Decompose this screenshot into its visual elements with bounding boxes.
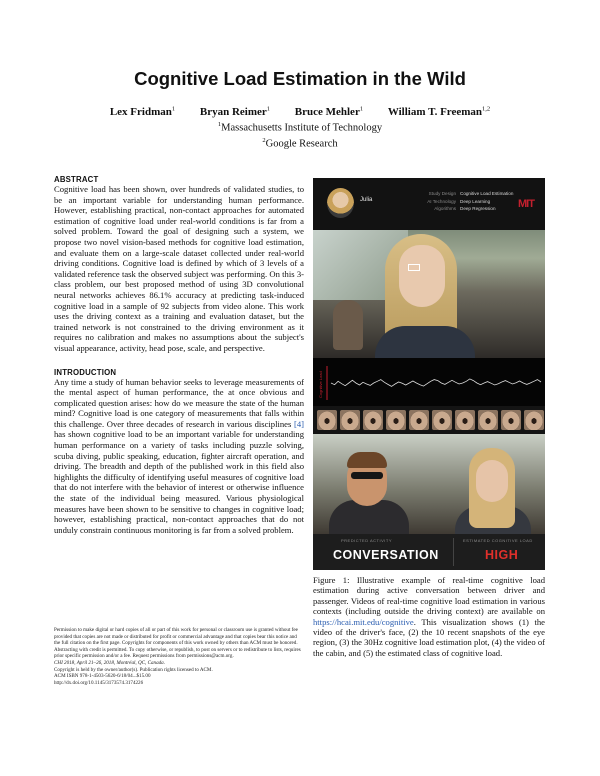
driver-head	[476, 460, 508, 502]
author: Lex Fridman$^1$	[109, 105, 176, 118]
copyright-block	[54, 627, 304, 686]
driver-name: Julia	[360, 197, 373, 203]
author: Bryan Reimer$^1$	[199, 105, 271, 118]
video-link[interactable]: https://hcai.mit.edu/cognitive	[313, 616, 414, 627]
introduction-heading: INTRODUCTION	[54, 367, 117, 377]
prediction-labels	[313, 534, 545, 570]
eye-region-box	[408, 264, 420, 271]
cognitive-load-plot	[313, 358, 545, 406]
figure-1	[313, 178, 545, 570]
eye-snapshot	[524, 410, 544, 430]
load-value: HIGH	[485, 548, 519, 562]
driver-face-video	[313, 230, 545, 358]
driver-face	[399, 245, 445, 307]
abstract-heading: ABSTRACT	[54, 175, 99, 184]
load-series-line	[331, 379, 541, 387]
figure-caption: Figure 1: Illustrative example of real-time cognitive load estimation during active conversation between driver and passenger. Videos of real-time cognitive load estimation in various contexts (including outside the driving context) are available on https://hcai.mit.edu/cognitive. This visualization shows (1) the video of the driver's face, (2) the 10 recent snapshots of the eye region, (3) the 30Hz cognitive load estimation plot, (4) the video of the cabin, and (5) the estimated class of cognitive load.	[313, 575, 545, 658]
plot-axis-label: Cognitive Load	[318, 371, 323, 398]
eye-snapshot	[409, 410, 429, 430]
citation-link[interactable]: [4]	[293, 418, 304, 429]
eye-snapshot-strip	[313, 406, 545, 434]
affiliation: $^2$Google Research	[262, 137, 338, 150]
rights-notice: Copyright is held by the owner/author(s). Publication rights licensed to ACM.	[54, 666, 213, 673]
doi: http://dx.doi.org/10.1145/3173574.3174226	[54, 679, 144, 686]
header-values: Cognitive Load Estimation Deep Learning Deep Regression	[460, 191, 514, 211]
isbn: ACM ISBN 978-1-4503-5620-6/18/04...$15.00	[54, 673, 151, 680]
eye-snapshot	[363, 410, 383, 430]
author: William T. Freeman$^{1,2}$	[387, 105, 491, 118]
figure-header	[313, 178, 545, 230]
introduction-text: Any time a study of human behavior seeks to leverage measurements of the mental aspect of human performance, the at once obvious and complicated question arises: how do we measure the state of the human mind? Cognitive load is one category of measurements that falls within this challenge. Over three decades of research in various disciplines [4] has shown cognitive load to be an important variable for understanding human performance on a variety of tasks including puzzle solving, scuba diving, public speaking, education, fighter aircraft operation, and driving. The breadth and depth of the published work in this field also highlights the difficulty of identifying useful measures of cognitive load that do not interfere with the behavior of interest or otherwise influence the state of the individual being measured. Various physiological measures have been shown to be sensitive to changes in cognitive load; however, establishing practical, non-contact approaches that do not unduly constrain continuous monitoring is far from a solved problem.	[54, 376, 304, 535]
venue: CHI 2018, April 21–26, 2018, Montréal, QC, Canada.	[54, 659, 165, 666]
eye-snapshot	[501, 410, 521, 430]
activity-label: PREDICTED ACTIVITY	[341, 538, 393, 543]
activity-value: CONVERSATION	[333, 548, 439, 562]
eye-snapshot	[478, 410, 498, 430]
affiliation: $^1$Massachusetts Institute of Technology	[217, 121, 383, 134]
left-column	[54, 175, 304, 535]
permission-notice: Permission to make digital or hard copies of all or part of this work for personal or classroom use is granted without fee provided that copies are not made or distributed for profit or commercial advantage and that copies bear this notice and the full citation on the first page. Copyrights for components of this work owned by others than ACM must be honored. Abstracting with credit is permitted. To copy otherwise, or republish, to post on servers or to redistribute to lists, requires prior specific permission and/or a fee. Request permissions from permissions@acm.org.	[54, 627, 301, 660]
header-labels: Study Design AI Technology Algorithms	[427, 191, 456, 211]
eye-snapshot	[386, 410, 406, 430]
eye-snapshot	[340, 410, 360, 430]
author-list	[0, 105, 600, 118]
eye-snapshot	[432, 410, 452, 430]
load-label: ESTIMATED COGNITIVE LOAD	[463, 538, 533, 543]
eye-snapshot	[317, 410, 337, 430]
mit-logo: MIT	[518, 198, 534, 210]
cabin-video	[313, 434, 545, 534]
driver-avatar	[327, 188, 354, 218]
abstract-text: Cognitive load has been shown, over hundreds of validated studies, to be an important variable for understanding human performance. However, establishing practical, non-contact approaches for automated estimation of cognitive load under real-world conditions is far from a solved problem. Toward the goal of designing such a system, we propose two novel vision-based methods for cognitive load estimation, and evaluate them on a large-scale dataset collected under real-world driving conditions. Cognitive load is defined by which of 3 levels of a validated reference task the observed subject was performing. On this 3-class problem, our best proposed method of using 3D convolutional neural networks achieves 86.1% accuracy at predicting task-induced cognitive load in a sample of 92 subjects from video alone. This work uses the driving context as a training and evaluation dataset, but the trained network is not constrained to the driving environment as it requires no calibration and makes no assumptions about the subject's visual appearance, activity, head pose, scale, and perspective.	[54, 184, 304, 353]
sunglasses	[351, 472, 383, 479]
cognitive-load-plot-svg	[313, 358, 545, 406]
passenger-silhouette	[333, 300, 363, 350]
author: Bruce Mehler$^1$	[294, 105, 364, 118]
paper-title: Cognitive Load Estimation in the Wild	[134, 68, 466, 89]
eye-snapshot	[455, 410, 475, 430]
